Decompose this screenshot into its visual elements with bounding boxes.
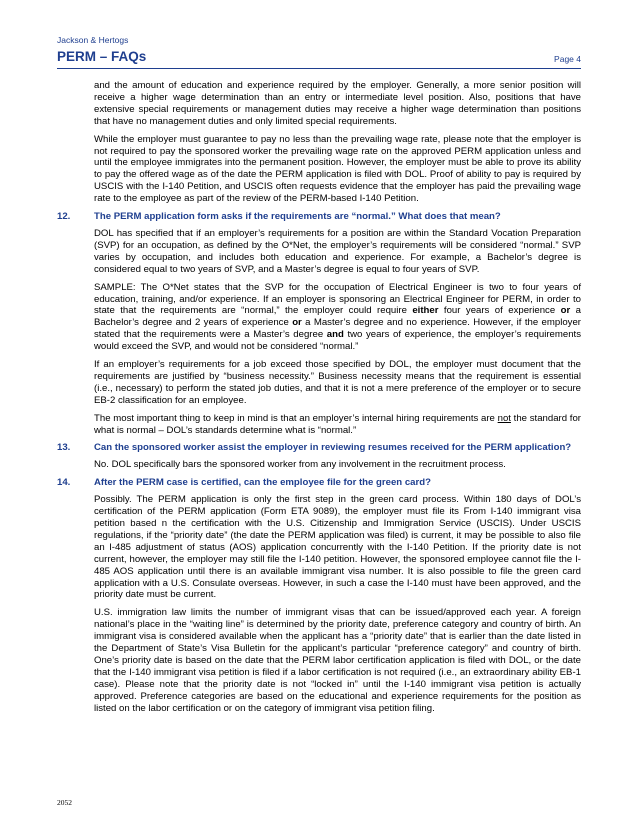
- question-12: [57, 211, 581, 223]
- question-text: The PERM application form asks if the requirements are “normal.” What does that mean?: [94, 211, 501, 223]
- question-text: After the PERM case is certified, can the employee file for the green card?: [94, 477, 431, 489]
- answer-paragraph: U.S. immigration law limits the number of immigrant visas that can be issued/approved each year. A foreign national’s place in the “waiting line” is determined by the priority date, preference category and country of birth. An immigrant visa is considered available when the applicant has a “priority date” that is earlier than the date listed in the Department of State’s Visa Bulletin for the applicant’s particular “preference category” and country of birth. One’s priority date is based on the date that the PERM labor certification application is filed with DOL, or the date that the I-140 immigrant visa petition is filed if a labor certification is not required (i.e., an extraordinary ability EB-1 case). Please note that the priority date is not “locked in” until the I-140 immigrant visa petition is actually approved. Preference categories are based on the educational and experience requirements for the position as listed on the labor certification or on the category of immigrant visa petition filing.: [94, 607, 581, 714]
- document-body: [57, 80, 581, 721]
- answer-paragraph: DOL has specified that if an employer’s requirements for a position are within the Standard Vocation Preparation (SVP) for an occupation, as defined by the O*Net, the employer’s requirements will be considered “normal.” SVP varies by occupation, and includes both education and experience. For example, a Bachelor’s degree is considered equal to two years of SVP, and a Master’s degree is equal to four years of SVP.: [94, 227, 581, 275]
- answer-paragraph: SAMPLE: The O*Net states that the SVP for the occupation of Electrical Engineer is two to four years of education, training, and/or experience. If an employer is sponsoring an Electrical Engineer for PERM, in order to state that the requirements are “normal,” the employer could require either four years of experience or a Bachelor’s degree and 2 years of experience or a Master’s degree and no experience. However, if the employer stated that the requirements were a Master’s degree and two years of experience, the employer’s requirements would exceed the SVP, and would not be considered “normal.”: [94, 281, 581, 353]
- question-13: [57, 442, 581, 454]
- footer-code: 2052: [57, 798, 72, 807]
- question-14: [57, 477, 581, 489]
- paragraph: While the employer must guarantee to pay no less than the prevailing wage rate, please note that the employer is not required to pay the sponsored worker the prevailing wage rate on the approved PERM application unless and until the employee immigrates into the permanent position. However, the employer must be able to prove its ability to pay the offered wage as of the date the PERM application is filed with DOL. Proof of ability to pay is required by USCIS with the I-140 Petition, and USCIS often requests evidence that the employer has paid the prevailing wage rate to the employee as part of the review of the PERM-based I-140 Petition.: [94, 133, 581, 205]
- answer-paragraph: No. DOL specifically bars the sponsored worker from any involvement in the recruitment process.: [94, 459, 506, 471]
- answer-paragraph: The most important thing to keep in mind is that an employer’s internal hiring requirements are not the standard for what is normal – DOL’s standards determine what is “normal.”: [94, 412, 581, 436]
- page-number: Page 4: [554, 54, 581, 64]
- answer-paragraph: If an employer’s requirements for a job exceed those specified by DOL, the employer must document that the requirements are justified by “business necessity.” Business necessity means that the requirement is essential (i.e., necessary) to perform the stated job duties, and that it is not a mere preference of the employer or to secure EB-2 classification for an employee.: [94, 359, 581, 406]
- question-number: 13.: [57, 442, 71, 454]
- paragraph: and the amount of education and experience required by the employer. Generally, a more senior position will receive a higher wage determination than an entry or intermediate level position. Also, positions that have extensive special requirements or management duties may receive a higher wage determination than positions that have no management duties and only limited special requirements.: [94, 80, 581, 127]
- question-number: 14.: [57, 477, 71, 489]
- header-divider: [57, 68, 581, 69]
- question-text: Can the sponsored worker assist the employer in reviewing resumes received for the PERM application?: [94, 442, 572, 454]
- question-number: 12.: [57, 211, 71, 223]
- document-title: PERM – FAQs: [57, 49, 147, 64]
- answer-paragraph: Possibly. The PERM application is only the first step in the green card process. Within 180 days of DOL’s certification of the PERM application (Form ETA 9089), the employer must file its From I-140 immigrant visa petition based n the certification with the U.S. Citizenship and Immigration Service (USCIS). Under USCIS regulations, if the “priority date” (the date the PERM application was filed) is current, it may be possible to also file an I-485 adjustment of status (AOS) application concurrently with the I-140 Petition. If the priority date is not current, however, the employer may still file the I-140 petition. However, the sponsored employee cannot file the I-485 AOS application until there is an available immigrant visa number. It is also possible to file the green card application with a U.S. Consulate overseas. However, in such a case the I-140 must have been approved, and the priority date must be current.: [94, 494, 581, 601]
- firm-name: Jackson & Hertogs: [57, 35, 129, 45]
